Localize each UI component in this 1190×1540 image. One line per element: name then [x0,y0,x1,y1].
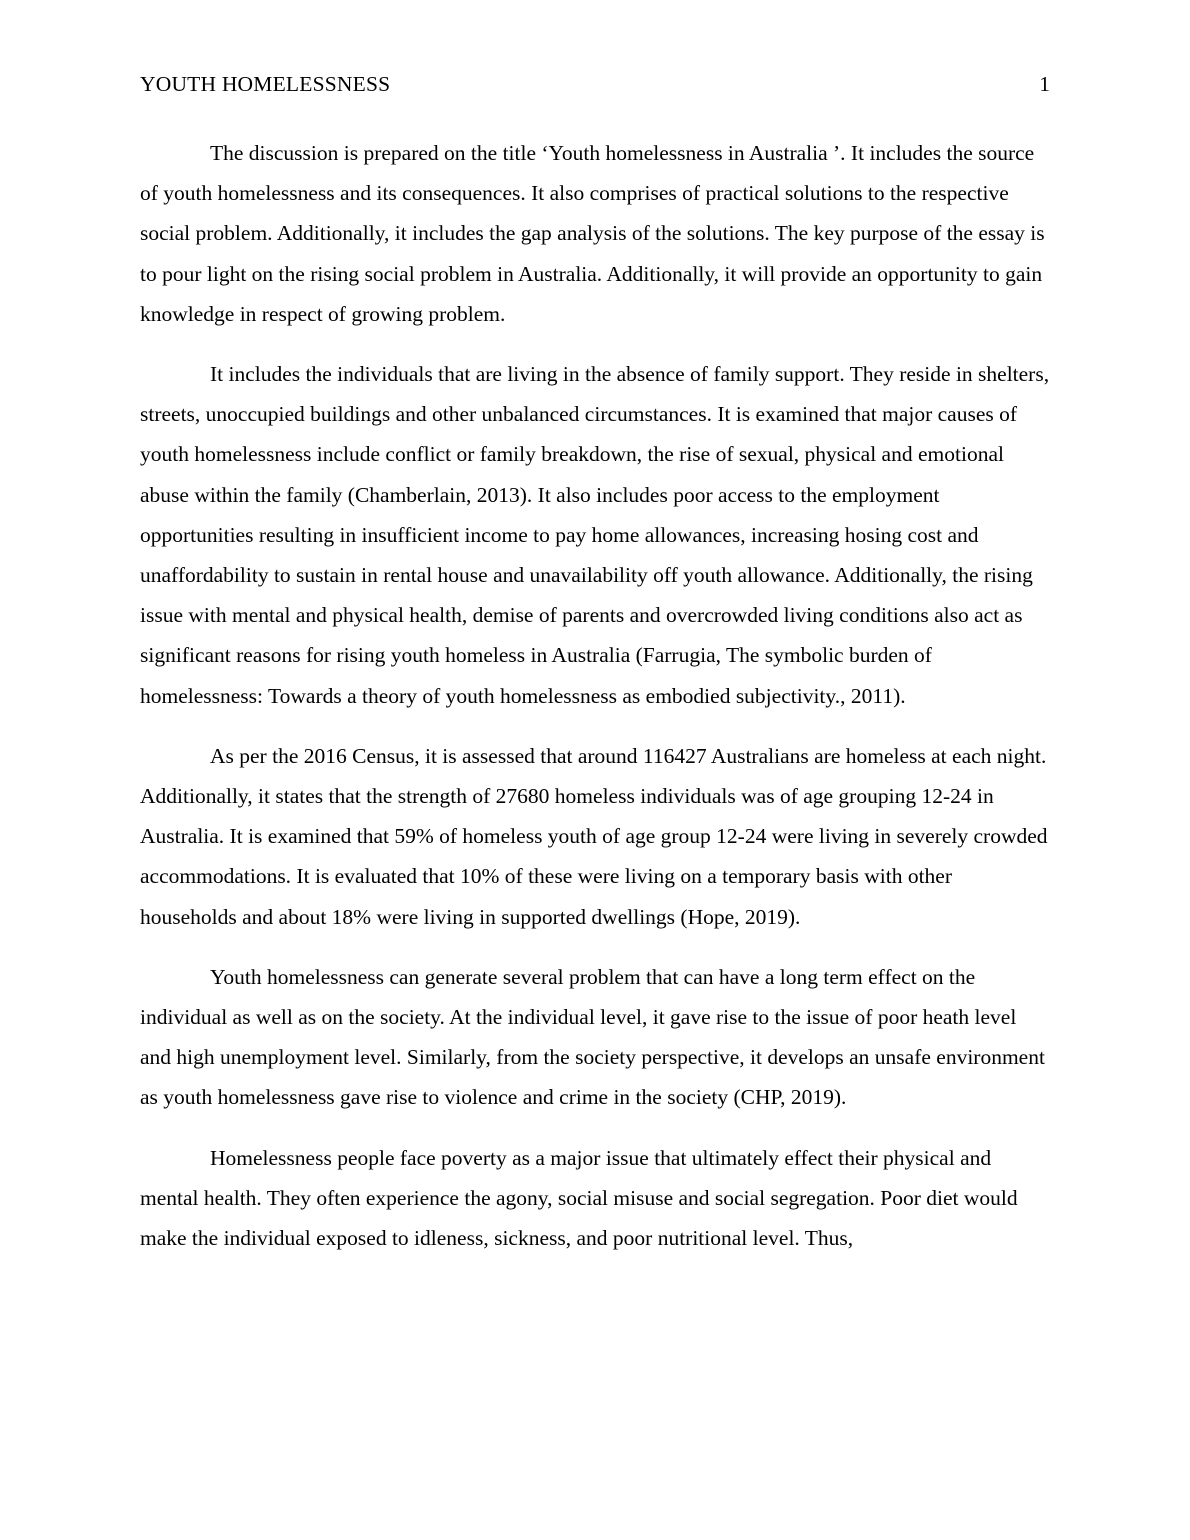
paragraph-statistics: As per the 2016 Census, it is assessed that around 116427 Australians are homeless at each night. Additionally, it states that the strength of 27680 homeless individuals was of age grouping 12-24 in Australia. It is examined that 59% of homeless youth of age group 12-24 were living in severely crowded accommodations. It is evaluated that 10% of these were living on a temporary basis with other households and about 18% were living in supported dwellings (Hope, 2019). [140,743,1048,929]
paragraph-introduction: The discussion is prepared on the title ‘Youth homelessness in Australia ’. It includes the source of youth homelessness and its consequences. It also comprises of practical solutions to the respective social problem. Additionally, it includes the gap analysis of the solutions. The key purpose of the essay is to pour light on the rising social problem in Australia. Additionally, it will provide an opportunity to gain knowledge in respect of growing problem. [140,141,1045,326]
paragraph-poverty: Homelessness people face poverty as a major issue that ultimately effect their physical and mental health. They often experience the agony, social misuse and social segregation. Poor diet would make the individual exposed to idleness, sickness, and poor nutritional level. Thus, [140,1145,1018,1251]
paragraph-causes: It includes the individuals that are living in the absence of family support. They reside in shelters, streets, unoccupied buildings and other unbalanced circumstances. It is examined that major causes of youth homelessness include conflict or family breakdown, the rise of sexual, physical and emotional abuse within the family (Chamberlain, 2013). It also includes poor access to the employment opportunities resulting in insufficient income to pay home allowances, increasing hosing cost and unaffordability to sustain in rental house and unavailability off youth allowance. Additionally, the rising issue with mental and physical health, demise of parents and overcrowded living conditions also act as significant reasons for rising youth homeless in Australia (Farrugia, The symbolic burden of homelessness: Towards a theory of youth homelessness as embodied subjectivity., 2011). [140,362,1050,708]
page-number: 1 [1039,72,1050,96]
body-text [140,133,1050,1278]
paragraph-consequences: Youth homelessness can generate several problem that can have a long term effect on the individual as well as on the society. At the individual level, it gave rise to the issue of poor heath level and high unemployment level. Similarly, from the society perspective, it develops an unsafe environment as youth homelessness gave rise to violence and crime in the society (CHP, 2019). [140,964,1045,1110]
running-head: YOUTH HOMELESSNESS [140,72,391,96]
